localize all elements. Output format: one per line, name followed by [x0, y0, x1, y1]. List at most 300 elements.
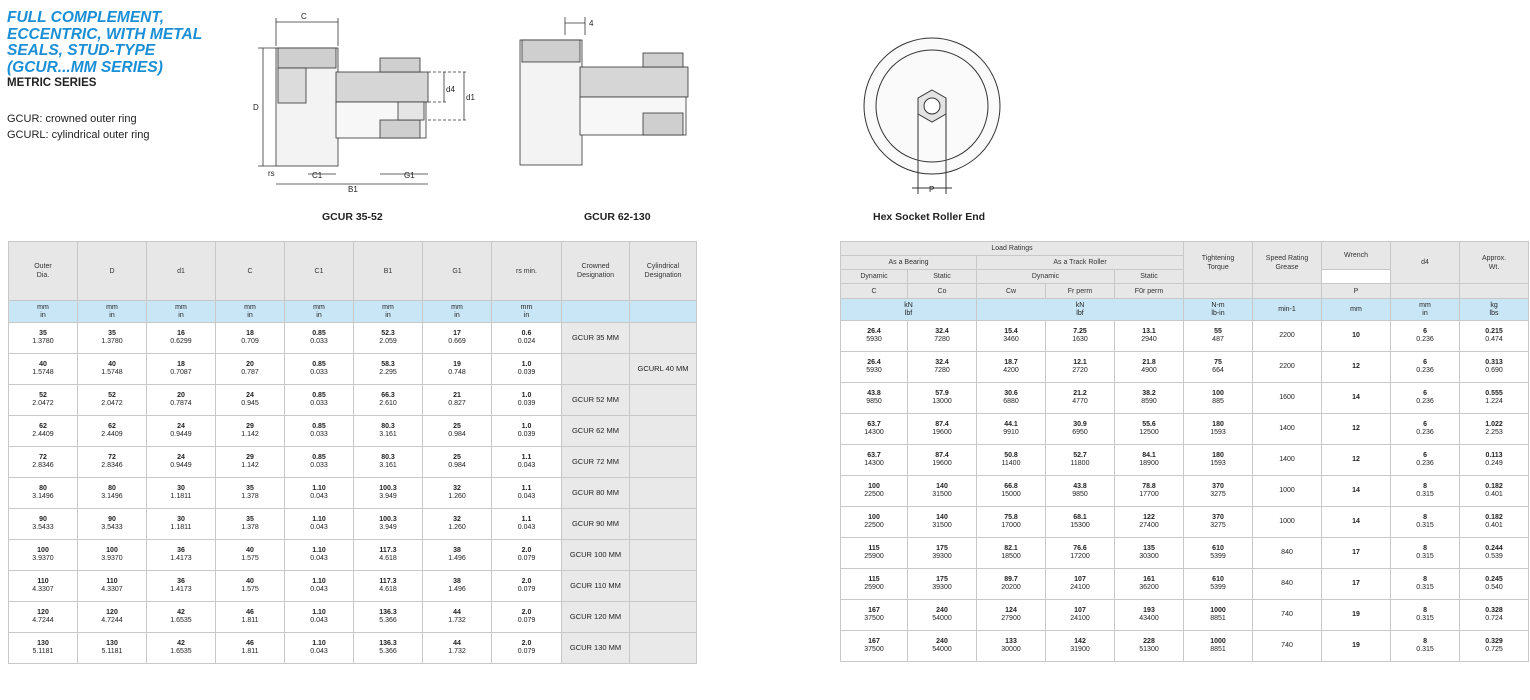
rating-cell: 370 3275: [1184, 507, 1253, 538]
rating-cell: 140 31500: [908, 507, 977, 538]
left-header-5: B1: [354, 242, 423, 301]
dim-cell: 100 3.9370: [9, 540, 78, 571]
header-sym-f0rperm: F0r perm: [1115, 284, 1184, 299]
rating-cell: 115 25900: [841, 538, 908, 569]
rating-cell: 161 36200: [1115, 569, 1184, 600]
table-row: [841, 631, 1529, 662]
rating-cell: 50.8 11400: [977, 445, 1046, 476]
cylindrical-designation: GCURL 40 MM: [630, 354, 697, 385]
header-weight: Approx. Wt.: [1460, 242, 1529, 284]
rating-cell: 1000: [1253, 476, 1322, 507]
rating-cell: 14: [1322, 383, 1391, 414]
product-title: FULL COMPLEMENT, ECCENTRIC, WITH METAL SEALS, STUD-TYPE (GCUR...MM SERIES): [7, 9, 203, 76]
dim-cell: 19 0.748: [423, 354, 492, 385]
dim-cell: 1.1 0.043: [492, 478, 562, 509]
dim-cell: 40 1.5748: [78, 354, 147, 385]
dim-cell: 1.10 0.043: [285, 633, 354, 664]
dim-cell: 120 4.7244: [9, 602, 78, 633]
left-unit-0: mm in: [9, 301, 78, 323]
rating-cell: 135 30300: [1115, 538, 1184, 569]
unit-bearing-kn: kN lbf: [841, 299, 977, 321]
rating-cell: 115 25900: [841, 569, 908, 600]
dim-cell: 117.3 4.618: [354, 540, 423, 571]
dim-cell: 0.85 0.033: [285, 416, 354, 447]
rating-cell: 55.6 12500: [1115, 414, 1184, 445]
left-header-0: Outer Dia.: [9, 242, 78, 301]
dim-cell: 0.85 0.033: [285, 323, 354, 354]
rating-cell: 240 54000: [908, 600, 977, 631]
table-row: [9, 540, 697, 571]
rating-cell: 100 22500: [841, 507, 908, 538]
unit-torque: N-m lb-in: [1184, 299, 1253, 321]
rating-cell: 12: [1322, 414, 1391, 445]
dim-cell: 1.10 0.043: [285, 509, 354, 540]
rating-cell: 840: [1253, 569, 1322, 600]
dim-cell: 130 5.1181: [78, 633, 147, 664]
dim-cell: 52.3 2.059: [354, 323, 423, 354]
rating-cell: 740: [1253, 631, 1322, 662]
header-bearing-static: Static: [908, 270, 977, 284]
cylindrical-designation: [630, 478, 697, 509]
cylindrical-designation: [630, 571, 697, 602]
rating-cell: 228 51300: [1115, 631, 1184, 662]
dim-cell: 1.0 0.039: [492, 385, 562, 416]
dim-cell: 0.6 0.024: [492, 323, 562, 354]
table-row: [841, 352, 1529, 383]
rating-cell: 2200: [1253, 352, 1322, 383]
rating-cell: 13.1 2940: [1115, 321, 1184, 352]
rating-cell: 89.7 20200: [977, 569, 1046, 600]
rating-cell: 63.7 14300: [841, 414, 908, 445]
header-sym-p: P: [1322, 284, 1391, 299]
rating-cell: 175 39300: [908, 569, 977, 600]
header-track-dynamic: Dynamic: [977, 270, 1115, 284]
rating-cell: 6 0.236: [1391, 352, 1460, 383]
dim-cell: 29 1.142: [216, 416, 285, 447]
dim-cell: 117.3 4.618: [354, 571, 423, 602]
rating-cell: 78.8 17700: [1115, 476, 1184, 507]
rating-cell: 82.1 18500: [977, 538, 1046, 569]
header-load-ratings: Load Ratings: [841, 242, 1184, 256]
dim-cell: 1.0 0.039: [492, 416, 562, 447]
note-cylindrical: GCURL: cylindrical outer ring: [7, 129, 150, 141]
rating-cell: 87.4 19600: [908, 445, 977, 476]
rating-cell: 167 37500: [841, 600, 908, 631]
rating-cell: 43.8 9850: [841, 383, 908, 414]
dim-cell: 32 1.260: [423, 509, 492, 540]
rating-cell: 240 54000: [908, 631, 977, 662]
cylindrical-designation: [630, 602, 697, 633]
rating-cell: 43.8 9850: [1046, 476, 1115, 507]
dim-cell: 1.10 0.043: [285, 602, 354, 633]
dim-cell: 80.3 3.161: [354, 447, 423, 478]
rating-cell: 0.313 0.690: [1460, 352, 1529, 383]
crowned-designation: GCUR 110 MM: [562, 571, 630, 602]
left-unit-5: mm in: [354, 301, 423, 323]
dim-cell: 120 4.7244: [78, 602, 147, 633]
dim-cell: 18 0.709: [216, 323, 285, 354]
cylindrical-designation: [630, 385, 697, 416]
dim-cell: 1.0 0.039: [492, 354, 562, 385]
dim-cell: 52 2.0472: [9, 385, 78, 416]
rating-cell: 6 0.236: [1391, 321, 1460, 352]
rating-cell: 107 24100: [1046, 569, 1115, 600]
rating-cell: 0.113 0.249: [1460, 445, 1529, 476]
rating-cell: 68.1 15300: [1046, 507, 1115, 538]
table-row: [841, 476, 1529, 507]
dim-cell: 36 1.4173: [147, 571, 216, 602]
rating-cell: 32.4 7280: [908, 352, 977, 383]
rating-cell: 140 31500: [908, 476, 977, 507]
rating-cell: 30.6 6880: [977, 383, 1046, 414]
left-unit-1: mm in: [78, 301, 147, 323]
rating-cell: 1600: [1253, 383, 1322, 414]
left-unit-8: [562, 301, 630, 323]
table-row: [841, 538, 1529, 569]
dim-cell: 32 1.260: [423, 478, 492, 509]
left-header-1: D: [78, 242, 147, 301]
ring-notes: [7, 111, 247, 143]
left-header-4: C1: [285, 242, 354, 301]
crowned-designation: [562, 354, 630, 385]
dim-cell: 40 1.575: [216, 540, 285, 571]
dim-b1-label: B1: [348, 185, 358, 194]
header-as-bearing: As a Bearing: [841, 256, 977, 270]
dim-cell: 2.0 0.079: [492, 540, 562, 571]
dim-d1-label: d1: [466, 93, 475, 102]
rating-cell: 0.244 0.539: [1460, 538, 1529, 569]
header-as-track-roller: As a Track Roller: [977, 256, 1184, 270]
caption-gcur-35-52: GCUR 35-52: [322, 211, 383, 223]
dim-d-label: D: [253, 103, 259, 112]
rating-cell: 84.1 18900: [1115, 445, 1184, 476]
rating-cell: 8 0.315: [1391, 538, 1460, 569]
left-header-6: G1: [423, 242, 492, 301]
unit-wrench: mm: [1322, 299, 1391, 321]
header-tightening-torque: Tightening Torque: [1184, 242, 1253, 284]
table-row: [9, 385, 697, 416]
rating-cell: 63.7 14300: [841, 445, 908, 476]
dim-cell: 110 4.3307: [9, 571, 78, 602]
rating-cell: 133 30000: [977, 631, 1046, 662]
note-crowned: GCUR: crowned outer ring: [7, 113, 137, 125]
dim-cell: 20 0.7874: [147, 385, 216, 416]
dim-cell: 20 0.787: [216, 354, 285, 385]
table-row: [9, 416, 697, 447]
dim-cell: 35 1.378: [216, 509, 285, 540]
rating-cell: 26.4 5930: [841, 321, 908, 352]
dim-cell: 0.85 0.033: [285, 385, 354, 416]
heading-block: [7, 10, 247, 143]
unit-weight: kg lbs: [1460, 299, 1529, 321]
rating-cell: 1000 8851: [1184, 631, 1253, 662]
header-sym-cw: Cw: [977, 284, 1046, 299]
rating-cell: 26.4 5930: [841, 352, 908, 383]
rating-cell: 18.7 4200: [977, 352, 1046, 383]
dimensions-table: [8, 241, 697, 664]
rating-cell: 740: [1253, 600, 1322, 631]
rating-cell: 14: [1322, 507, 1391, 538]
rating-cell: 12.1 2720: [1046, 352, 1115, 383]
rating-cell: 0.215 0.474: [1460, 321, 1529, 352]
dim-cell: 17 0.669: [423, 323, 492, 354]
header-d4-blank: [1391, 284, 1460, 299]
dim-g1-label: G1: [404, 171, 415, 180]
dim-cell: 58.3 2.295: [354, 354, 423, 385]
rating-cell: 30.9 6950: [1046, 414, 1115, 445]
dim-cell: 1.10 0.043: [285, 478, 354, 509]
dim-cell: 72 2.8346: [9, 447, 78, 478]
left-unit-3: mm in: [216, 301, 285, 323]
rating-cell: 180 1593: [1184, 414, 1253, 445]
dim-cell: 80 3.1496: [9, 478, 78, 509]
rating-cell: 21.8 4900: [1115, 352, 1184, 383]
dim-c-label: C: [301, 12, 307, 21]
dim-cell: 1.1 0.043: [492, 447, 562, 478]
series-subtitle: METRIC SERIES: [7, 77, 97, 89]
rating-cell: 167 37500: [841, 631, 908, 662]
left-header-2: d1: [147, 242, 216, 301]
dim-cell: 2.0 0.079: [492, 602, 562, 633]
dim-cell: 21 0.827: [423, 385, 492, 416]
rating-cell: 12: [1322, 352, 1391, 383]
dim-cell: 30 1.1811: [147, 478, 216, 509]
table-row: [9, 571, 697, 602]
crowned-designation: GCUR 80 MM: [562, 478, 630, 509]
crowned-designation: GCUR 100 MM: [562, 540, 630, 571]
header-speed-rating: Speed Rating Grease: [1253, 242, 1322, 284]
header-d4: d4: [1391, 242, 1460, 284]
load-ratings-table: [840, 241, 1529, 662]
crowned-designation: GCUR 52 MM: [562, 385, 630, 416]
crowned-designation: GCUR 35 MM: [562, 323, 630, 354]
rating-cell: 55 487: [1184, 321, 1253, 352]
rating-cell: 52.7 11800: [1046, 445, 1115, 476]
table-row: [841, 507, 1529, 538]
rating-cell: 66.8 15000: [977, 476, 1046, 507]
dim-cell: 40 1.575: [216, 571, 285, 602]
drawing-gcur-35-52: [248, 8, 488, 198]
rating-cell: 8 0.315: [1391, 476, 1460, 507]
rating-cell: 19: [1322, 631, 1391, 662]
rating-cell: 142 31900: [1046, 631, 1115, 662]
dim-four-label: 4: [589, 19, 594, 28]
crowned-designation: GCUR 62 MM: [562, 416, 630, 447]
table-row: [841, 569, 1529, 600]
dim-cell: 35 1.3780: [9, 323, 78, 354]
rating-cell: 610 5399: [1184, 538, 1253, 569]
header-wrench: Wrench: [1322, 242, 1391, 270]
rating-cell: 1400: [1253, 414, 1322, 445]
crowned-designation: GCUR 90 MM: [562, 509, 630, 540]
rating-cell: 840: [1253, 538, 1322, 569]
rating-cell: 2200: [1253, 321, 1322, 352]
dim-cell: 62 2.4409: [9, 416, 78, 447]
rating-cell: 15.4 3460: [977, 321, 1046, 352]
dim-cell: 80 3.1496: [78, 478, 147, 509]
caption-gcur-62-130: GCUR 62-130: [584, 211, 651, 223]
table-row: [841, 414, 1529, 445]
dim-cell: 35 1.378: [216, 478, 285, 509]
rating-cell: 19: [1322, 600, 1391, 631]
dim-cell: 42 1.6535: [147, 602, 216, 633]
header-sym-c0: Co: [908, 284, 977, 299]
dim-cell: 25 0.984: [423, 416, 492, 447]
rating-cell: 32.4 7280: [908, 321, 977, 352]
header-torque-blank: [1184, 284, 1253, 299]
dim-cell: 90 3.5433: [9, 509, 78, 540]
dim-cell: 136.3 5.366: [354, 602, 423, 633]
header-bearing-dynamic: Dynamic: [841, 270, 908, 284]
dim-cell: 100 3.9370: [78, 540, 147, 571]
dim-cell: 38 1.496: [423, 540, 492, 571]
dim-cell: 38 1.496: [423, 571, 492, 602]
rating-cell: 75.8 17000: [977, 507, 1046, 538]
rating-cell: 180 1593: [1184, 445, 1253, 476]
dim-rs-label: rs: [268, 169, 275, 178]
table-row: [841, 383, 1529, 414]
rating-cell: 100 885: [1184, 383, 1253, 414]
rating-cell: 124 27900: [977, 600, 1046, 631]
table-row: [841, 321, 1529, 352]
rating-cell: 0.245 0.540: [1460, 569, 1529, 600]
table-row: [9, 509, 697, 540]
rating-cell: 75 664: [1184, 352, 1253, 383]
crowned-designation: GCUR 130 MM: [562, 633, 630, 664]
rating-cell: 21.2 4770: [1046, 383, 1115, 414]
rating-cell: 87.4 19600: [908, 414, 977, 445]
rating-cell: 193 43400: [1115, 600, 1184, 631]
rating-cell: 0.182 0.401: [1460, 476, 1529, 507]
rating-cell: 107 24100: [1046, 600, 1115, 631]
crowned-designation: GCUR 72 MM: [562, 447, 630, 478]
rating-cell: 0.329 0.725: [1460, 631, 1529, 662]
caption-hex-socket: Hex Socket Roller End: [873, 211, 986, 223]
dim-cell: 44 1.732: [423, 602, 492, 633]
cylindrical-designation: [630, 416, 697, 447]
drawing-gcur-62-130: [515, 15, 695, 170]
rating-cell: 8 0.315: [1391, 507, 1460, 538]
rating-cell: 17: [1322, 569, 1391, 600]
drawing-hex-socket-end: [862, 34, 1012, 199]
rating-cell: 175 39300: [908, 538, 977, 569]
rating-cell: 1400: [1253, 445, 1322, 476]
dim-c1-label: C1: [312, 171, 323, 180]
left-unit-2: mm in: [147, 301, 216, 323]
dim-cell: 25 0.984: [423, 447, 492, 478]
rating-cell: 57.9 13000: [908, 383, 977, 414]
cylindrical-designation: [630, 633, 697, 664]
table-row: [841, 445, 1529, 476]
rating-cell: 6 0.236: [1391, 414, 1460, 445]
dim-cell: 0.85 0.033: [285, 447, 354, 478]
cylindrical-designation: [630, 447, 697, 478]
rating-cell: 0.328 0.724: [1460, 600, 1529, 631]
header-weight-blank: [1460, 284, 1529, 299]
dim-cell: 62 2.4409: [78, 416, 147, 447]
cylindrical-designation: [630, 509, 697, 540]
table-row: [9, 633, 697, 664]
rating-cell: 100 22500: [841, 476, 908, 507]
rating-cell: 1000 8851: [1184, 600, 1253, 631]
rating-cell: 6 0.236: [1391, 445, 1460, 476]
rating-cell: 0.555 1.224: [1460, 383, 1529, 414]
rating-cell: 1.022 2.253: [1460, 414, 1529, 445]
dim-cell: 130 5.1181: [9, 633, 78, 664]
rating-cell: 38.2 8590: [1115, 383, 1184, 414]
left-unit-6: mm in: [423, 301, 492, 323]
dim-cell: 90 3.5433: [78, 509, 147, 540]
table-row: [9, 447, 697, 478]
dim-cell: 1.1 0.043: [492, 509, 562, 540]
dim-cell: 2.0 0.079: [492, 633, 562, 664]
left-header-9: Cylindrical Designation: [630, 242, 697, 301]
header-sym-c: C: [841, 284, 908, 299]
unit-d4: mm in: [1391, 299, 1460, 321]
table-row: [9, 323, 697, 354]
dim-cell: 0.85 0.033: [285, 354, 354, 385]
rating-cell: 14: [1322, 476, 1391, 507]
dim-cell: 36 1.4173: [147, 540, 216, 571]
left-header-3: C: [216, 242, 285, 301]
dim-cell: 136.3 5.366: [354, 633, 423, 664]
rating-cell: 610 5399: [1184, 569, 1253, 600]
table-row: [9, 478, 697, 509]
rating-cell: 76.6 17200: [1046, 538, 1115, 569]
cylindrical-designation: [630, 323, 697, 354]
dim-cell: 24 0.945: [216, 385, 285, 416]
dim-d4-label: d4: [446, 85, 455, 94]
left-header-7: rs min.: [492, 242, 562, 301]
rating-cell: 6 0.236: [1391, 383, 1460, 414]
dim-cell: 72 2.8346: [78, 447, 147, 478]
dim-cell: 29 1.142: [216, 447, 285, 478]
crowned-designation: GCUR 120 MM: [562, 602, 630, 633]
table-row: [9, 602, 697, 633]
rating-cell: 10: [1322, 321, 1391, 352]
dim-cell: 80.3 3.161: [354, 416, 423, 447]
header-track-static: Static: [1115, 270, 1184, 284]
unit-track-kn: kN lbf: [977, 299, 1184, 321]
dim-cell: 66.3 2.610: [354, 385, 423, 416]
dim-cell: 24 0.9449: [147, 447, 216, 478]
header-speed-blank: [1253, 284, 1322, 299]
dim-cell: 2.0 0.079: [492, 571, 562, 602]
dim-cell: 42 1.6535: [147, 633, 216, 664]
dim-cell: 100.3 3.949: [354, 478, 423, 509]
left-unit-7: mm in: [492, 301, 562, 323]
rating-cell: 1000: [1253, 507, 1322, 538]
dim-cell: 110 4.3307: [78, 571, 147, 602]
rating-cell: 12: [1322, 445, 1391, 476]
left-header-8: Crowned Designation: [562, 242, 630, 301]
dim-cell: 46 1.811: [216, 602, 285, 633]
dim-p-label: P: [929, 185, 935, 194]
rating-cell: 122 27400: [1115, 507, 1184, 538]
dim-cell: 46 1.811: [216, 633, 285, 664]
dim-cell: 44 1.732: [423, 633, 492, 664]
cylindrical-designation: [630, 540, 697, 571]
dim-cell: 1.10 0.043: [285, 540, 354, 571]
header-sym-frperm: Fr perm: [1046, 284, 1115, 299]
rating-cell: 8 0.315: [1391, 569, 1460, 600]
dim-cell: 35 1.3780: [78, 323, 147, 354]
dim-cell: 52 2.0472: [78, 385, 147, 416]
dim-cell: 1.10 0.043: [285, 571, 354, 602]
table-row: [9, 354, 697, 385]
dim-cell: 30 1.1811: [147, 509, 216, 540]
dim-cell: 24 0.9449: [147, 416, 216, 447]
